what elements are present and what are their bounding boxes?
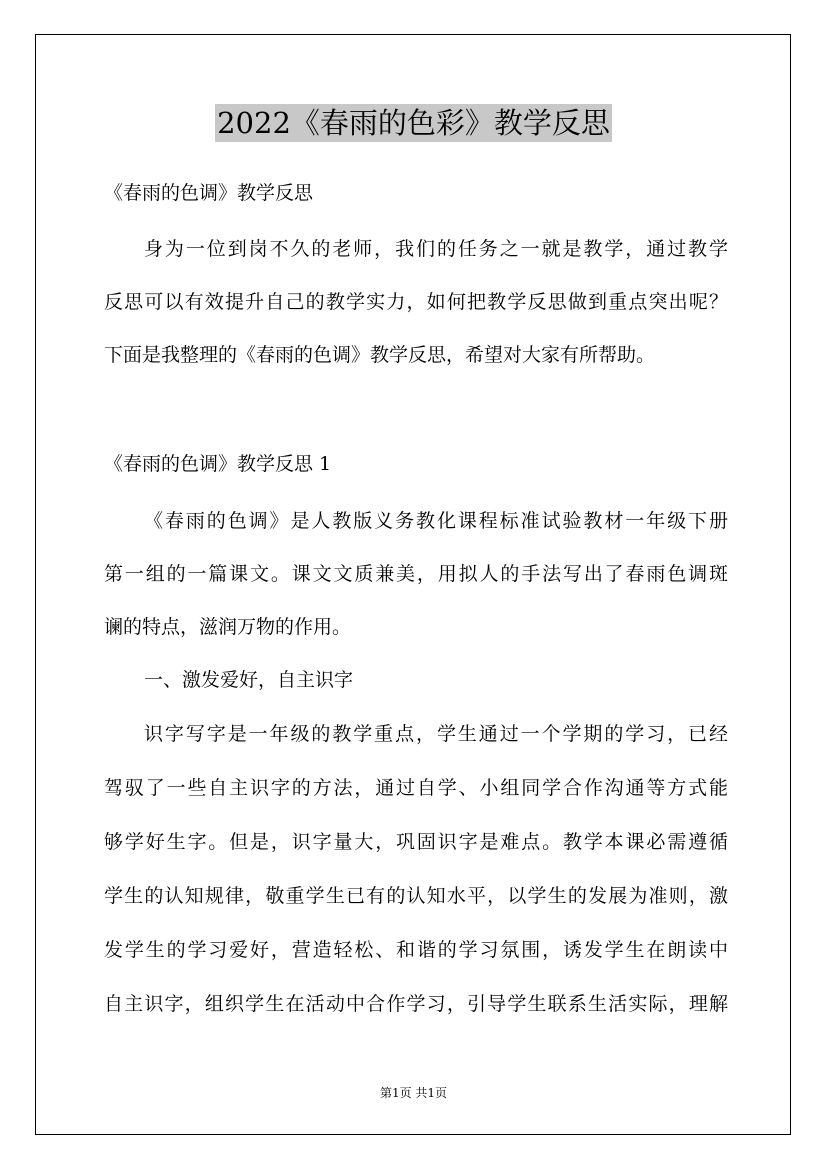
- paragraph-line: 第一组的一篇课文。课文文质兼美，用拟人的手法写出了春雨色调斑: [104, 563, 728, 585]
- intro-line: 反思可以有效提升自己的教学实力，如何把教学反思做到重点突出呢？: [104, 291, 728, 313]
- intro-line: 下面是我整理的《春雨的色调》教学反思，希望对大家有所帮助。: [104, 344, 656, 366]
- page-number: 第1页 共1页: [379, 1086, 448, 1100]
- document-title: 2022《春雨的色彩》教学反思: [217, 106, 610, 140]
- paragraph-line: 谰的特点，滋润万物的作用。: [104, 616, 352, 638]
- point-heading: 一、激发爱好，自主识字: [144, 669, 354, 691]
- paragraph-line: 学生的认知规律，敬重学生已有的认知水平，以学生的发展为准则，激: [104, 885, 728, 907]
- paragraph-line: 发学生的学习爱好，营造轻松、和谐的学习氛围，诱发学生在朗读中: [104, 939, 728, 961]
- paragraph-line: 够学好生字。但是，识字量大，巩固识字是难点。教学本课必需遵循: [104, 831, 728, 853]
- paragraph-line: 《春雨的色调》是人教版义务教化课程标准试验教材一年级下册: [144, 510, 728, 532]
- paragraph-line: 识字写字是一年级的教学重点，学生通过一个学期的学习，已经: [144, 723, 728, 745]
- section-heading: 《春雨的色调》教学反思 1: [104, 453, 332, 475]
- intro-line: 身为一位到岗不久的老师，我们的任务之一就是教学，通过教学: [144, 238, 728, 260]
- paragraph-line: 驾驭了一些自主识字的方法，通过自学、小组同学合作沟通等方式能: [104, 777, 728, 799]
- document-subtitle: 《春雨的色调》教学反思: [104, 182, 314, 204]
- paragraph-line: 自主识字，组织学生在活动中合作学习，引导学生联系生活实际，理解: [104, 993, 728, 1015]
- title-container: [0, 104, 827, 142]
